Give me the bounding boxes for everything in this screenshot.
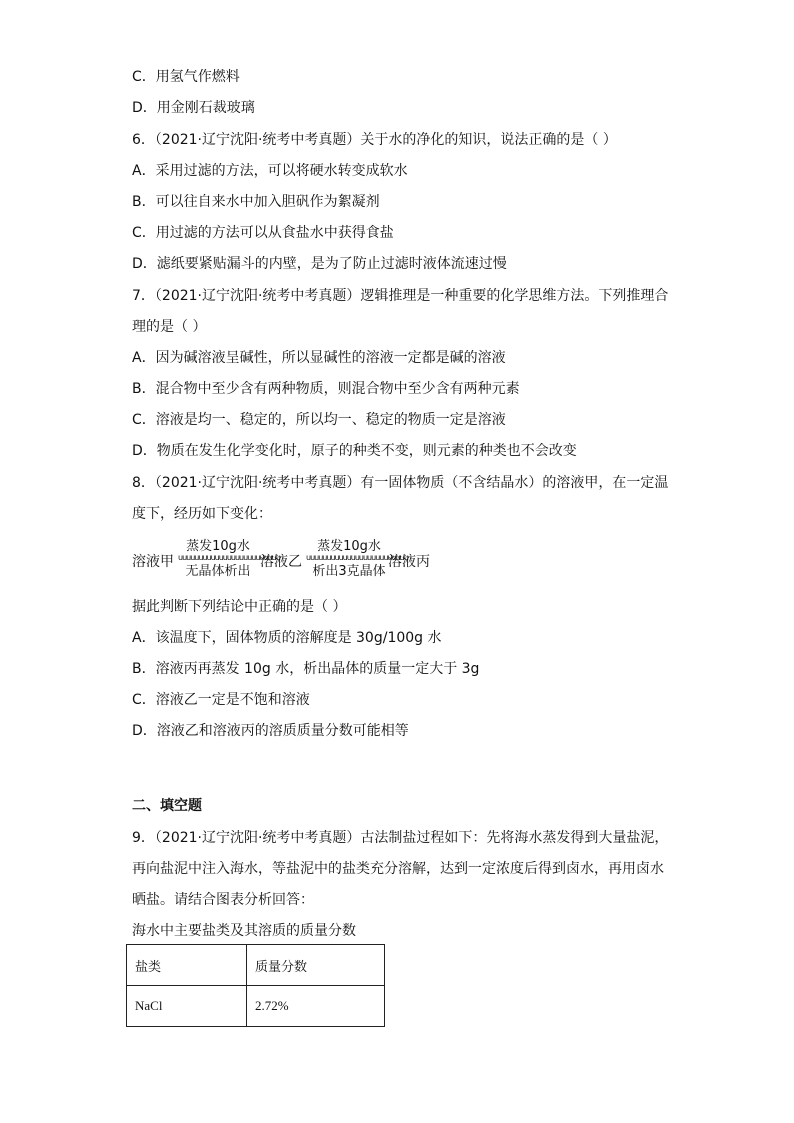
q6-option-c: C．用过滤的方法可以从食盐水中获得食盐 (132, 225, 394, 241)
process-solution-c: 溶液丙 (388, 554, 430, 570)
arrow-1-condition: 蒸发10g水 (186, 539, 250, 554)
arrow-2-result: 析出3克晶体 (312, 564, 386, 579)
q8-stem-line1: 8．（2021·辽宁沈阳·统考中考真题）有一固体物质（不含结晶水）的溶液甲，在一定温 (132, 475, 669, 491)
q6-option-d: D．滤纸要紧贴漏斗的内壁，是为了防止过滤时液体流速过慢 (132, 256, 507, 272)
q8-stem-line2: 度下，经历如下变化： (132, 506, 272, 522)
table-header-mass-fraction: 质量分数 (247, 945, 385, 986)
q6-option-a: A．采用过滤的方法，可以将硬水转变成软水 (132, 163, 408, 179)
process-arrow-2 (306, 539, 408, 584)
q9-stem-line3: 晒盐。请结合图表分析回答： (132, 892, 314, 908)
q8-ask: 据此判断下列结论中正确的是（ ） (132, 599, 347, 615)
q7-stem-line2: 理的是（ ） (132, 319, 207, 335)
q9-stem-line2: 再向盐泥中注入海水，等盐泥中的盐类充分溶解，达到一定浓度后得到卤水，再用卤水 (132, 861, 664, 877)
section-title-fill-in: 二、填空题 (132, 798, 202, 814)
table-row (127, 986, 385, 1027)
q8-option-b: B．溶液丙再蒸发 10g 水，析出晶体的质量一定大于 3g (132, 661, 480, 677)
process-solution-a: 溶液甲 (132, 554, 174, 570)
q5-option-c: C．用氢气作燃料 (132, 69, 240, 85)
q7-option-a: A．因为碱溶液呈碱性，所以显碱性的溶液一定都是碱的溶液 (132, 350, 506, 366)
table-header-row (127, 945, 385, 986)
q9-stem-line1: 9．（2021·辽宁沈阳·统考中考真题）古法制盐过程如下：先将海水蒸发得到大量盐泥， (132, 830, 669, 846)
arrow-1-result: 无晶体析出 (185, 564, 251, 579)
process-solution-b: 溶液乙 (260, 554, 302, 570)
q8-option-c: C．溶液乙一定是不饱和溶液 (132, 692, 310, 708)
arrow-2-bar: uuuuuuuuuuuuuuuuuuuuuuuuu (306, 553, 408, 562)
arrow-1-bar: uuuuuuuuuuuuuuuuuuuuuuuuu (178, 553, 280, 562)
table-cell-mass-fraction: 2.72% (247, 986, 385, 1027)
table-header-salt: 盐类 (127, 945, 247, 986)
arrow-2-condition: 蒸发10g水 (317, 539, 381, 554)
q7-option-c: C．溶液是均一、稳定的，所以均一、稳定的物质一定是溶液 (132, 412, 506, 428)
q8-option-d: D．溶液乙和溶液丙的溶质质量分数可能相等 (132, 723, 409, 739)
table-cell-salt: NaCl (127, 986, 247, 1027)
q9-table-caption: 海水中主要盐类及其溶质的质量分数 (132, 923, 356, 939)
q8-option-a: A．该温度下，固体物质的溶解度是 30g/100g 水 (132, 630, 442, 646)
q5-option-d: D．用金刚石裁玻璃 (132, 100, 255, 116)
q6-stem: 6．（2021·辽宁沈阳·统考中考真题）关于水的净化的知识，说法正确的是（ ） (132, 132, 617, 148)
q6-option-b: B．可以往自来水中加入胆矾作为絮凝剂 (132, 194, 380, 210)
salt-table (126, 944, 385, 1027)
q7-option-d: D．物质在发生化学变化时，原子的种类不变，则元素的种类也不会改变 (132, 443, 577, 459)
process-arrow-1 (178, 539, 280, 584)
q7-option-b: B．混合物中至少含有两种物质，则混合物中至少含有两种元素 (132, 381, 520, 397)
q7-stem-line1: 7．（2021·辽宁沈阳·统考中考真题）逻辑推理是一种重要的化学思维方法。下列推理合 (132, 288, 669, 304)
